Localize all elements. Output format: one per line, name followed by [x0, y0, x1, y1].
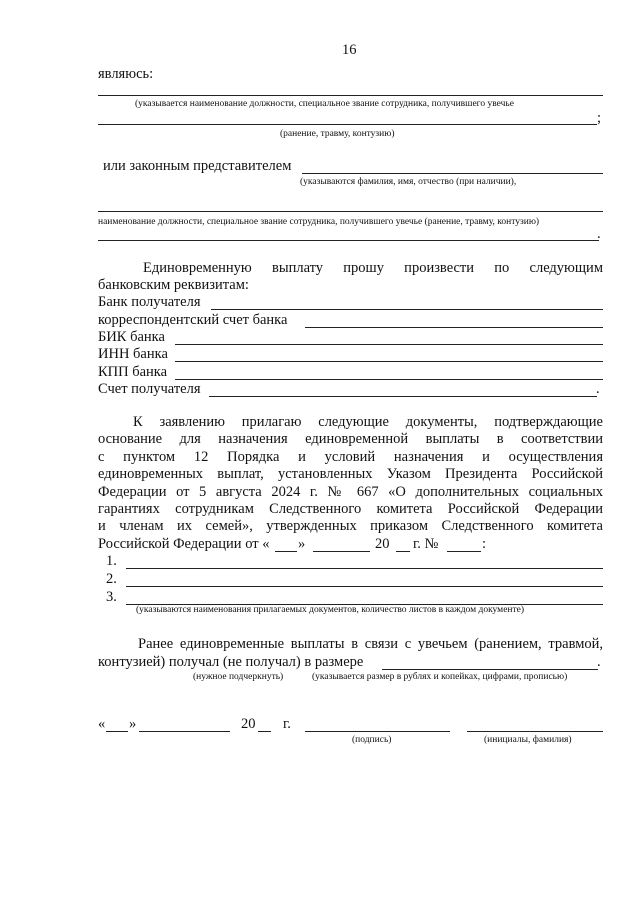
attach-line-1: К заявлению прилагаю следующие документы, подтверждающие: [133, 414, 603, 430]
sign-year-line[interactable]: [258, 731, 271, 732]
sign-quote-close: »: [129, 716, 137, 732]
inn-input-line[interactable]: [175, 361, 603, 362]
order-month-line[interactable]: [313, 551, 370, 552]
account-input-line[interactable]: [209, 396, 597, 397]
page-number: 16: [342, 42, 357, 58]
attach-line-7: и членам их семей», утвержденных приказом Следственного комитета: [98, 518, 603, 534]
attach-line-3: с пунктом 12 Порядка и условий назначения и осуществления: [98, 449, 603, 465]
caption-docs: (указываются наименования прилагаемых документов, количество листов в каждом документе): [136, 605, 525, 615]
account-label: Счет получателя: [98, 381, 201, 397]
doc-number-1: 1.: [106, 553, 117, 569]
sign-year: 20: [241, 716, 256, 732]
corr-account-label: корреспондентский счет банка: [98, 312, 288, 328]
bik-label: БИК банка: [98, 329, 165, 345]
payment-request-line1: Единовременную выплату прошу произвести по следующим: [143, 260, 603, 276]
caption-underline: (нужное подчеркнуть): [193, 672, 284, 682]
name-line[interactable]: [467, 731, 603, 732]
period-1: .: [597, 226, 601, 242]
attach-line-5: Федерации от 5 августа 2024 г. № 667 «О дополнительных социальных: [98, 484, 603, 500]
legal-rep-label: или законным представителем: [103, 158, 292, 174]
bank-input-line[interactable]: [211, 309, 603, 310]
position-line[interactable]: [98, 95, 603, 96]
caption-amount: (указывается размер в рублях и копейках, цифрами, прописью): [312, 672, 568, 682]
doc-line-2[interactable]: [126, 586, 603, 587]
order-year: 20: [375, 536, 390, 552]
order-prefix: Российской Федерации от «: [98, 536, 270, 552]
legal-rep-line-3[interactable]: [98, 240, 599, 241]
caption-injury: (ранение, травму, контузию): [280, 129, 395, 139]
caption-position2: наименование должности, специальное звание сотрудника, получившего увечье (ранение, травму, контузию): [98, 217, 540, 227]
prior-period: .: [597, 654, 601, 670]
caption-fio: (указываются фамилия, имя, отчество (при наличии),: [300, 177, 517, 187]
semicolon: ;: [597, 110, 602, 126]
legal-rep-line-2[interactable]: [98, 211, 603, 212]
bank-label: Банк получателя: [98, 294, 201, 310]
caption-signature: (подпись): [352, 735, 392, 745]
prior-line-1: Ранее единовременные выплаты в связи с увечьем (ранением, травмой,: [138, 636, 603, 652]
position-line-2[interactable]: [98, 124, 597, 125]
order-number-line[interactable]: [447, 551, 481, 552]
signature-line[interactable]: [305, 731, 450, 732]
kpp-input-line[interactable]: [175, 379, 603, 380]
attach-line-2: основание для назначения единовременной выплаты в соответствии: [98, 431, 603, 447]
prior-line-2: контузией) получал (не получал) в размере: [98, 654, 364, 670]
attach-line-4: единовременных выплат, установленных Указом Президента Российской: [98, 466, 603, 482]
order-year-line[interactable]: [396, 551, 410, 552]
corr-account-input-line[interactable]: [305, 327, 603, 328]
order-quote-close: »: [298, 536, 306, 552]
doc-number-3: 3.: [106, 589, 117, 605]
inn-label: ИНН банка: [98, 346, 168, 362]
bik-input-line[interactable]: [175, 344, 603, 345]
order-colon: :: [482, 536, 487, 552]
legal-rep-line[interactable]: [302, 173, 603, 174]
caption-position: (указывается наименование должности, специальное звание сотрудника, получившего увечье: [135, 99, 514, 109]
prior-amount-line[interactable]: [382, 669, 598, 670]
iam-label: являюсь:: [98, 66, 154, 82]
order-day-line[interactable]: [275, 551, 297, 552]
sign-day-line[interactable]: [106, 731, 128, 732]
sign-g: г.: [283, 716, 291, 732]
caption-name: (инициалы, фамилия): [484, 735, 572, 745]
doc-line-1[interactable]: [126, 568, 603, 569]
sign-quote-open: «: [98, 716, 106, 732]
attach-line-6: гарантиях сотрудникам Следственного комитета Российской Федерации: [98, 501, 603, 517]
sign-month-line[interactable]: [139, 731, 230, 732]
kpp-label: КПП банка: [98, 364, 168, 380]
payment-request-line2: банковским реквизитам:: [98, 277, 249, 293]
account-period: .: [596, 381, 600, 397]
order-g-no: г. №: [413, 536, 439, 552]
doc-number-2: 2.: [106, 571, 117, 587]
